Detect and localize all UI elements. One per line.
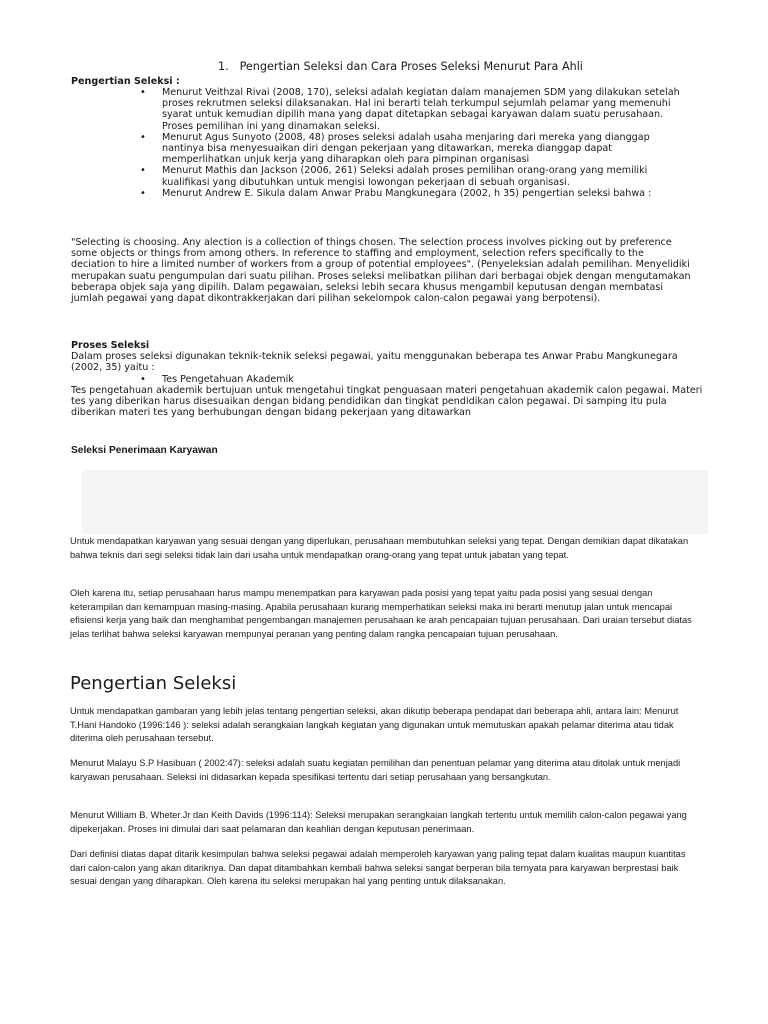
paragraph: Untuk mendapatkan gambaran yang lebih jelas tentang pengertian seleksi, akan dikutip beberapa pendapat dari beberapa ahli, antara lain: Menurut T.Hani Handoko (1996:146 ): seleksi adalah serangkaian langkah kegiatan yang digunakan untuk memutuskan apakah pelamar diterima atau tidak diterima oleh perusahaan tersebut. <box>70 706 679 744</box>
proses-label: Proses Seleksi <box>71 340 150 351</box>
section-heading-large: Pengertian Seleksi <box>70 673 237 694</box>
title-number: 1. <box>218 60 229 73</box>
paragraph: Dari definisi diatas dapat ditarik kesimpulan bahwa seleksi pegawai adalah memperoleh karyawan yang paling tepat dalam kualitas maupun kuantitas dari calon-calon yang akan ditariknya. Dan dapat ditambahkan kembali bahwa seleksi sangat berperan bila ternyata para karyawan berprestasi baik sesuai dengan yang diharapkan. Oleh karena itu seleksi merupakan hal yang penting untuk dilaksanakan. <box>70 849 686 887</box>
list-item: • Menurut Mathis dan Jackson (2006, 261) Seleksi adalah proses pemilihan orang-orang yang memiliki kualifikasi yang dibutuhkan untuk mengisi lowongan pekerjaan di sebuah organisasi. <box>162 165 682 187</box>
definition-list <box>162 87 682 199</box>
paragraph: Menurut William B. Wheter.Jr dan Keith Davids (1996:114): Seleksi merupakan serangkaian langkah tertentu untuk memilih calon-calon pegawai yang dipekerjakan. Proses ini dimulai dari saat pelamaran dan keahlian dengan keputusan penerimaan. <box>70 810 687 834</box>
proses-text: Tes pengetahuan akademik bertujuan untuk mengetahui tingkat penguasaan materi pengetahuan akademik calon pegawai. Materi tes yang diberikan harus disesuaikan dengan bidang pendidikan dan tingkat pendidikan calon pegawai. Di samping itu pula diberikan materi tes yang berhubungan dengan bidang pekerjaan yang ditawarkan <box>71 385 703 419</box>
list-item: • Tes Pengetahuan Akademik <box>162 374 682 385</box>
list-item: • Menurut Andrew E. Sikula dalam Anwar Prabu Mangkunegara (2002, h 35) pengertian seleksi bahwa : <box>162 188 682 199</box>
section-heading: Seleksi Penerimaan Karyawan <box>71 445 218 456</box>
document-title <box>218 60 718 73</box>
paragraph: Untuk mendapatkan karyawan yang sesuai dengan yang diperlukan, perusahaan membutuhkan seleksi yang tepat. Dengan demikian dapat dikatakan bahwa teknis dari segi seleksi tidak lain dari usaha untuk mendapatkan orang-orang yang tepat untuk jabatan yang tepat. <box>70 536 689 560</box>
definition-label: Pengertian Seleksi : <box>71 76 180 87</box>
proses-intro: Dalam proses seleksi digunakan teknik-teknik seleksi pegawai, yaitu menggunakan beberapa tes Anwar Prabu Mangkunegara (2002, 35) yaitu : <box>71 351 678 374</box>
paragraph: Oleh karena itu, setiap perusahaan harus mampu menempatkan para karyawan pada posisi yang tepat yaitu pada posisi yang sesuai dengan keterampilan dan kemampuan masing-masing. Apabila perusahaan kurang memperhatikan seleksi maka ini berarti menutup jalan untuk mencapai efisiensi kerja yang baik dan menghambat pengembangan manajemen perusahaan ke arah pencapaian tujuan perusahaan. Dari uraian tersebut diatas jelas terlihat bahwa seleksi karyawan mempunyai peranan yang penting dalam rangka pencapaian tujuan perusahaan. <box>70 588 692 639</box>
selection-quote: "Selecting is choosing. Any alection is a collection of things chosen. The selection process involves picking out by preference some objects or things from among others. In reference to staffing and employment, selection refers specifically to the deciation to hire a limited number of workers from a group of potential employees". (Penyeleksian adalah pemilihan. Menyelidiki merupakan suatu pengumpulan dari suatu pilihan. Proses seleksi melibatkan pilihan dari berbagai objek dengan mengutamakan beberapa objek saja yang dipilih. Dalam pegawaian, seleksi lebih secara khusus mengambil keputusan dengan membatasi jumlah pegawai yang dapat dikontrakkerjakan dari pilihan sekelompok calon-calon pegawai yang berpotensi). <box>71 237 691 305</box>
proses-list <box>162 374 682 385</box>
embedded-content-placeholder <box>82 470 708 534</box>
list-item: • Menurut Agus Sunyoto (2008, 48) proses seleksi adalah usaha menjaring dari mereka yang dianggap nantinya bisa menyesuaikan diri dengan pekerjaan yang ditawarkan, mereka dianggap dapat memperlihatkan unjuk kerja yang diharapkan oleh para pimpinan organisasi <box>162 132 682 166</box>
title-text: Pengertian Seleksi dan Cara Proses Seleksi Menurut Para Ahli <box>239 60 583 73</box>
list-item: • Menurut Veithzal Rivai (2008, 170), seleksi adalah kegiatan dalam manajemen SDM yang dilakukan setelah proses rekrutmen seleksi dilaksanakan. Hal ini berarti telah terkumpul sejumlah pelamar yang memenuhi syarat untuk kemudian dipilih mana yang dapat ditetapkan sebagai karyawan dalam suatu perusahaan. Proses pemilihan ini yang dinamakan seleksi. <box>162 87 682 132</box>
paragraph: Menurut Malayu S.P Hasibuan ( 2002:47): seleksi adalah suatu kegiatan pemilihan dan penentuan pelamar yang diterima atau ditolak untuk menjadi karyawan perusahaan. Seleksi ini didasarkan kepada spesifikasi tertentu dari setiap perusahaan yang bersangkutan. <box>70 758 681 782</box>
